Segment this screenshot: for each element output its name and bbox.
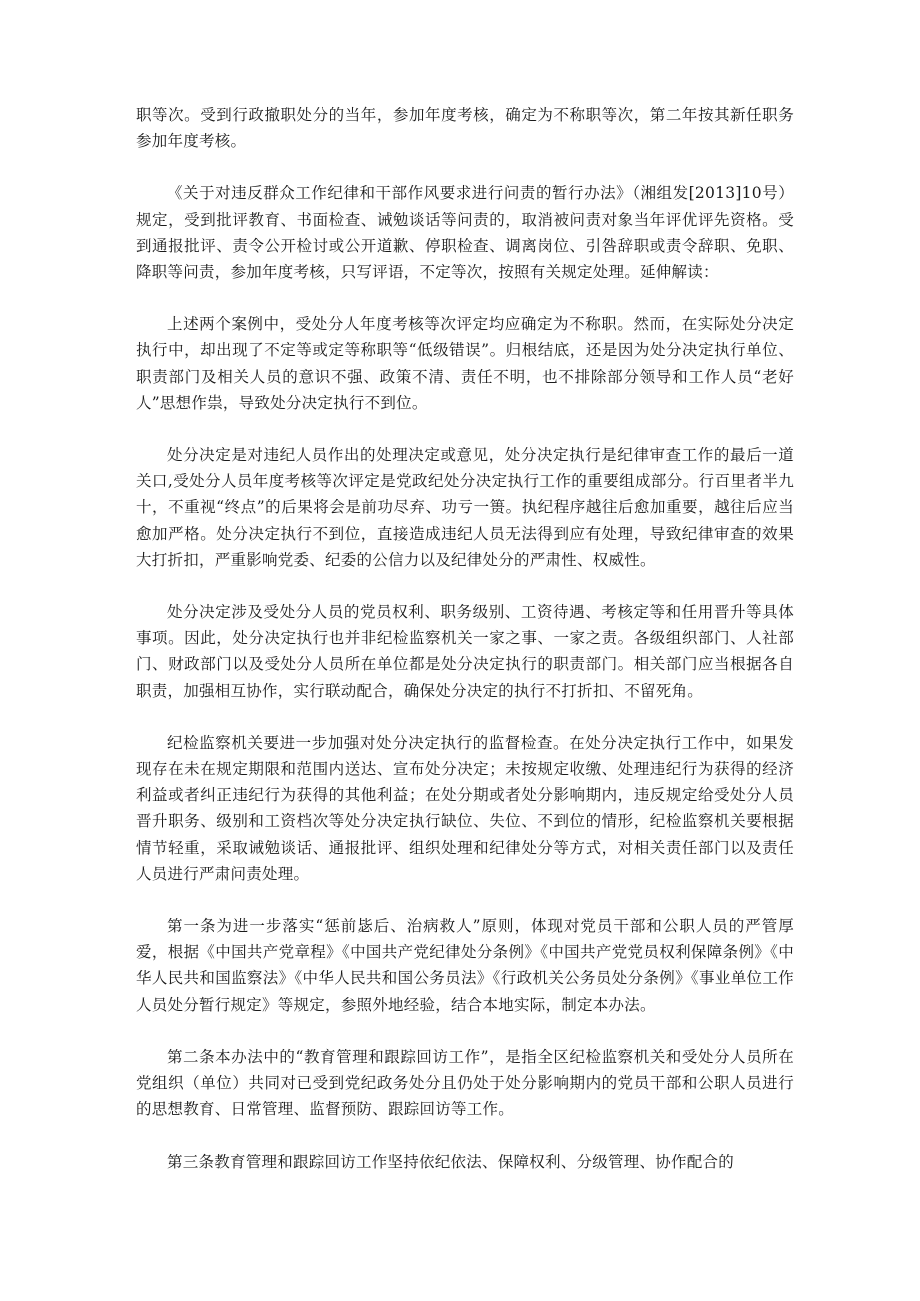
- paragraph-2: 《关于对违反群众工作纪律和干部作风要求进行问责的暂行办法》（湘组发[2013]10号）规定，受到批评教育、书面检查、诫勉谈话等问责的，取消被问责对象当年评优评先资格。受到通报批评、责令公开检讨或公开道歉、停职检查、调离岗位、引咎辞职或责令辞职、免职、降职等问责，参加年度考核，只写评语，不定等次，按照有关规定处理。延伸解读：: [136, 184, 794, 282]
- document-page: [136, 102, 794, 1201]
- paragraph-3: 上述两个案例中，受处分人年度考核等次评定均应确定为不称职。然而，在实际处分决定执行中，却出现了不定等或定等称职等“低级错误”。归根结底，还是因为处分决定执行单位、职责部门及相关人员的意识不强、政策不清、责任不明，也不排除部分领导和工作人员“老好人”思想作祟，导致处分决定执行不到位。: [136, 315, 794, 412]
- paragraph-7: 第一条为进一步落实“惩前毖后、治病救人”原则，体现对党员干部和公职人员的严管厚爱，根据《中国共产党章程》《中国共产党纪律处分条例》《中国共产党党员权利保障条例》《中华人民共和国监察法》《中华人民共和国公务员法》《行政机关公务员处分条例》《事业单位工作人员处分暂行规定》等规定，参照外地经验，结合本地实际，制定本办法。: [136, 917, 794, 1014]
- paragraph-4: 处分决定是对违纪人员作出的处理决定或意见，处分决定执行是纪律审查工作的最后一道关口,受处分人员年度考核等次评定是党政纪处分决定执行工作的重要组成部分。行百里者半九十，不重视“终点”的后果将会是前功尽弃、功亏一篑。执纪程序越往后愈加重要，越往后应当愈加严格。处分决定执行不到位，直接造成违纪人员无法得到应有处理，导致纪律审查的效果大打折扣，严重影响党委、纪委的公信力以及纪律处分的严肃性、权威性。: [136, 446, 794, 569]
- paragraph-1: 职等次。受到行政撤职处分的当年，参加年度考核，确定为不称职等次，第二年按其新任职务参加年度考核。: [136, 106, 794, 151]
- paragraph-9: 第三条教育管理和跟踪回访工作坚持依纪依法、保障权利、分级管理、协作配合的: [167, 1152, 735, 1171]
- paragraph-6: 纪检监察机关要进一步加强对处分决定执行的监督检查。在处分决定执行工作中，如果发现存在未在规定期限和范围内送达、宣布处分决定；未按规定收缴、处理违纪行为获得的经济利益或者纠正违纪行为获得的其他利益；在处分期或者处分影响期内，违反规定给受处分人员晋升职务、级别和工资档次等处分决定执行缺位、失位、不到位的情形，纪检监察机关要根据情节轻重，采取诫勉谈话、通报批评、组织处理和纪律处分等方式，对相关责任部门以及责任人员进行严肃问责处理。: [136, 733, 794, 883]
- paragraph-5: 处分决定涉及受处分人员的党员权利、职务级别、工资待遇、考核定等和任用晋升等具体事项。因此，处分决定执行也并非纪检监察机关一家之事、一家之责。各级组织部门、人社部门、财政部门以及受处分人员所在单位都是处分决定执行的职责部门。相关部门应当根据各自职责，加强相互协作，实行联动配合，确保处分决定的执行不打折扣、不留死角。: [136, 603, 794, 700]
- paragraph-8: 第二条本办法中的“教育管理和跟踪回访工作”，是指全区纪检监察机关和受处分人员所在党组织（单位）共同对已受到党纪政务处分且仍处于处分影响期内的党员干部和公职人员进行的思想教育、日常管理、监督预防、跟踪回访等工作。: [136, 1047, 794, 1119]
